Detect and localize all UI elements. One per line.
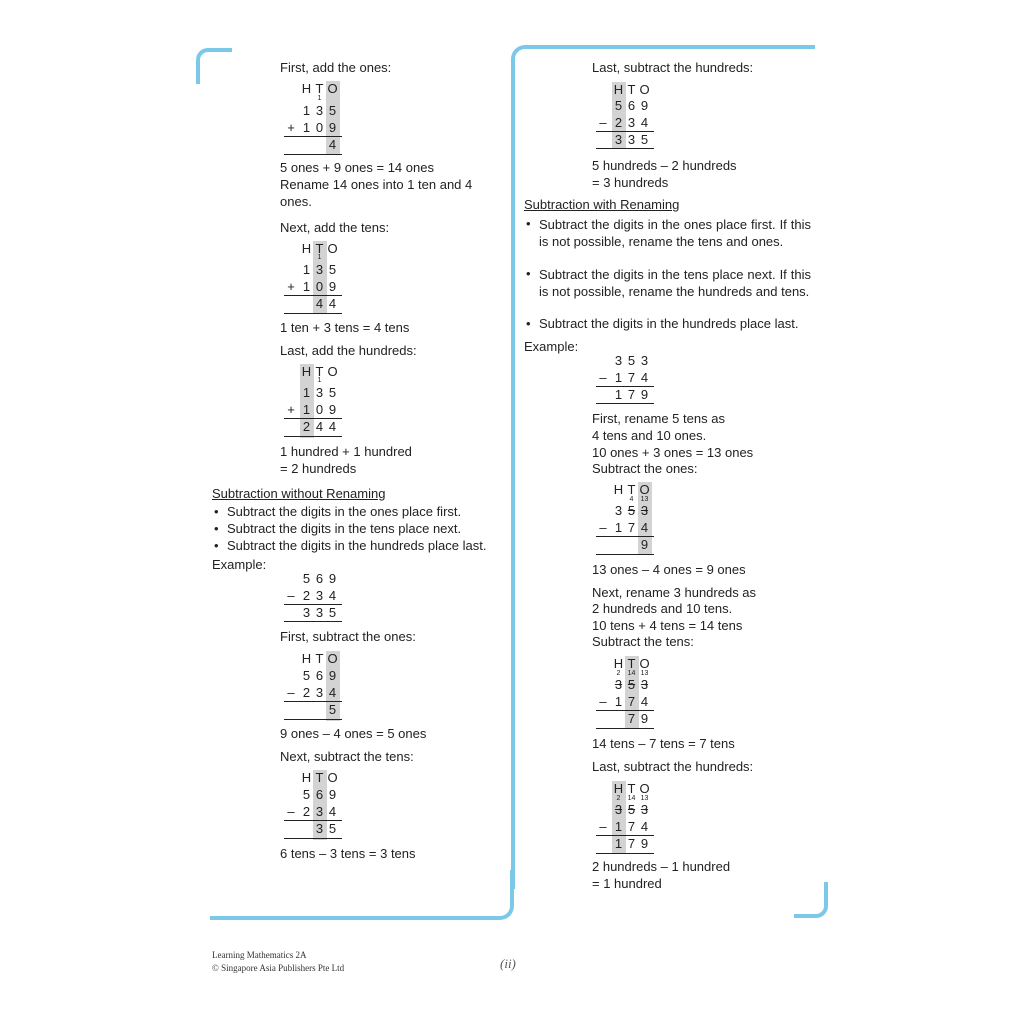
- minus-sign: –: [287, 685, 295, 700]
- plus-sign: +: [287, 279, 295, 294]
- digit: 7: [627, 520, 636, 535]
- add-hundreds-explanation: 1 hundred + 1 hundred: [280, 444, 412, 459]
- tens-header: T: [627, 656, 636, 671]
- renamed-digit: 4: [629, 496, 634, 503]
- bullet-text: Subtract the digits in the ones place first. If this is not possible, rename the tens and ones.: [539, 217, 811, 249]
- ones-header: O: [327, 241, 338, 256]
- result-digit: 4: [328, 296, 337, 311]
- sub-hundreds-explanation: = 3 hundreds: [592, 175, 669, 190]
- ones-header: O: [639, 82, 650, 97]
- hundreds-header: H: [301, 364, 312, 379]
- digit: 2: [302, 685, 311, 700]
- digit: 5: [614, 98, 623, 113]
- result-digit: 9: [640, 711, 649, 726]
- result-digit: 3: [614, 132, 623, 147]
- digit: 9: [328, 120, 337, 135]
- bullet: •: [214, 538, 219, 553]
- digit: 3: [315, 685, 324, 700]
- addition-tens-step: [282, 241, 362, 317]
- rename-tens-explanation: Subtract the ones:: [592, 461, 698, 476]
- plus-sign: +: [287, 120, 295, 135]
- minus-sign: –: [599, 115, 607, 130]
- result-digit: 7: [627, 836, 636, 851]
- digit: 5: [328, 385, 337, 400]
- digit: 5: [328, 262, 337, 277]
- add-hundreds-explanation: = 2 hundreds: [280, 461, 357, 476]
- tens-header: T: [627, 82, 636, 97]
- crossed-digit: 3: [614, 677, 623, 692]
- digit: 1: [302, 279, 311, 294]
- carry-digit: 1: [317, 377, 322, 384]
- digit: 7: [627, 694, 636, 709]
- digit: 4: [328, 685, 337, 700]
- left-panel-bottom-border: [210, 870, 514, 920]
- digit: 1: [302, 120, 311, 135]
- ones-header: O: [327, 770, 338, 785]
- rename-tens-explanation: First, rename 5 tens as: [592, 411, 725, 426]
- minus-sign: –: [599, 819, 607, 834]
- ones-header: O: [639, 656, 650, 671]
- ones-header: O: [327, 81, 338, 96]
- difference-line: [596, 728, 654, 729]
- last-explanation: 2 hundreds – 1 hundred: [592, 859, 731, 874]
- digit: 3: [315, 804, 324, 819]
- renamed-digit: 14: [627, 670, 636, 677]
- result-digit: 3: [315, 821, 324, 836]
- digit: 1: [302, 262, 311, 277]
- crossed-digit: 3: [614, 802, 623, 817]
- book-title: Learning Mathematics 2A: [212, 950, 307, 960]
- difference-line: [284, 719, 342, 720]
- renaming-tens-step: [594, 656, 674, 730]
- bullet: •: [214, 504, 219, 519]
- section-heading: Subtraction with Renaming: [524, 197, 680, 212]
- bullet-text: Subtract the digits in the hundreds place last.: [227, 538, 487, 553]
- sub-ones-heading: First, subtract the ones:: [280, 629, 416, 644]
- hundreds-header: H: [613, 82, 624, 97]
- digit: 4: [640, 819, 649, 834]
- subtraction-example: [282, 571, 362, 623]
- renamed-digit: 13: [640, 670, 649, 677]
- digit: 4: [640, 694, 649, 709]
- copyright: © Singapore Asia Publishers Pte Ltd: [212, 963, 345, 973]
- bullet: •: [526, 266, 531, 281]
- result-digit: 3: [302, 605, 311, 620]
- result-digit: 3: [315, 605, 324, 620]
- subtraction-tens-step: [282, 770, 362, 842]
- add-tens-explanation: 1 ten + 3 tens = 4 tens: [280, 320, 410, 335]
- difference-line: [284, 621, 342, 622]
- digit: 4: [640, 115, 649, 130]
- bullet: •: [526, 216, 531, 231]
- difference-line: [596, 853, 654, 854]
- ones-header: O: [327, 651, 338, 666]
- digit: 1: [614, 694, 623, 709]
- rename-tens-explanation: 10 ones + 3 ones = 13 ones: [592, 445, 754, 460]
- result-digit: 5: [328, 605, 337, 620]
- renaming-hundreds-step: [594, 781, 674, 855]
- digit: 0: [315, 120, 324, 135]
- digit: 9: [328, 787, 337, 802]
- add-hundreds-heading: Last, add the hundreds:: [280, 343, 417, 358]
- minus-sign: –: [287, 804, 295, 819]
- ones-header: O: [639, 482, 650, 497]
- bullet-text: Subtract the digits in the tens place next. If this is not possible, rename the hundreds and tens.: [539, 267, 811, 299]
- digit: 1: [614, 520, 623, 535]
- hundreds-header: H: [301, 651, 312, 666]
- digit: 4: [640, 520, 649, 535]
- bullet: •: [214, 521, 219, 536]
- digit: 1: [302, 103, 311, 118]
- difference-line: [596, 554, 654, 555]
- hundreds-header: H: [301, 241, 312, 256]
- sub-tens-explanation: 6 tens – 3 tens = 3 tens: [280, 846, 416, 861]
- digit: 5: [302, 787, 311, 802]
- result-digit: 7: [627, 711, 636, 726]
- tens-header: T: [315, 81, 324, 96]
- digit: 9: [328, 279, 337, 294]
- digit: 9: [328, 402, 337, 417]
- digit: 1: [302, 385, 311, 400]
- result-digit: 3: [627, 132, 636, 147]
- tens-header: T: [315, 770, 324, 785]
- example-label: Example:: [524, 339, 579, 354]
- top-left-bracket: [196, 48, 232, 84]
- difference-line: [284, 838, 342, 839]
- add-ones-explanation: ones.: [280, 194, 312, 209]
- sub-hundreds-explanation: 5 hundreds – 2 hundreds: [592, 158, 737, 173]
- tens-header: T: [315, 241, 324, 256]
- digit: 4: [328, 804, 337, 819]
- ones-header: O: [327, 364, 338, 379]
- digit: 9: [640, 98, 649, 113]
- renamed-digit: 14: [627, 795, 636, 802]
- result-digit: 5: [328, 702, 337, 717]
- subtraction-hundreds-step: [594, 82, 674, 152]
- minus-sign: –: [599, 694, 607, 709]
- crossed-digit: 5: [627, 677, 636, 692]
- digit: 6: [627, 98, 636, 113]
- bullet: •: [526, 316, 531, 331]
- digit: 3: [315, 385, 324, 400]
- result-digit: 4: [315, 296, 324, 311]
- subtraction-renaming-example: [594, 353, 674, 405]
- add-ones-explanation: Rename 14 ones into 1 ten and 4: [280, 177, 473, 192]
- rename-tens-explanation: 4 tens and 10 ones.: [592, 428, 707, 443]
- plus-sign: +: [287, 402, 295, 417]
- minus-sign: –: [599, 520, 607, 535]
- digit: 0: [315, 402, 324, 417]
- crossed-digit: 3: [640, 802, 649, 817]
- difference-line: [596, 148, 654, 149]
- digit: 9: [328, 571, 337, 586]
- renaming-ones-step: [594, 482, 674, 556]
- digit: 1: [614, 819, 623, 834]
- last-explanation: = 1 hundred: [592, 876, 662, 891]
- digit: 3: [315, 262, 324, 277]
- crossed-digit: 5: [627, 802, 636, 817]
- result-digit: 1: [614, 387, 623, 402]
- result-digit: 4: [328, 419, 337, 434]
- digit: 1: [302, 402, 311, 417]
- digit: 4: [328, 588, 337, 603]
- digit: 5: [302, 668, 311, 683]
- sub-tens-result: 14 tens – 7 tens = 7 tens: [592, 736, 735, 751]
- sub-ones-explanation: 9 ones – 4 ones = 5 ones: [280, 726, 427, 741]
- digit: 6: [315, 668, 324, 683]
- result-digit: 7: [627, 387, 636, 402]
- hundreds-header: H: [301, 81, 312, 96]
- result-digit: 9: [640, 387, 649, 402]
- digit: 6: [315, 787, 324, 802]
- digit: 5: [627, 353, 636, 368]
- last-heading: Last, subtract the hundreds:: [592, 759, 754, 774]
- renamed-digit: 13: [640, 496, 649, 503]
- bullet-text: Subtract the digits in the hundreds place last.: [539, 316, 799, 331]
- crossed-digit: 3: [640, 503, 649, 518]
- carry-digit: 1: [317, 95, 322, 102]
- section-heading: Subtraction without Renaming: [212, 486, 386, 501]
- subtraction-ones-step: [282, 651, 362, 723]
- digit: 3: [614, 353, 623, 368]
- digit: 9: [328, 668, 337, 683]
- crossed-digit: 3: [640, 677, 649, 692]
- tens-header: T: [627, 482, 636, 497]
- sum-line: [284, 436, 342, 437]
- result-digit: 5: [640, 132, 649, 147]
- digit: 7: [627, 819, 636, 834]
- digit: 7: [627, 370, 636, 385]
- result-digit: 9: [640, 537, 649, 552]
- minus-sign: –: [287, 588, 295, 603]
- digit: 3: [614, 503, 623, 518]
- renamed-digit: 13: [640, 795, 649, 802]
- example-label: Example:: [212, 557, 267, 572]
- digit: 1: [614, 370, 623, 385]
- add-tens-heading: Next, add the tens:: [280, 220, 390, 235]
- sum-line: [284, 154, 342, 155]
- digit: 3: [315, 588, 324, 603]
- add-ones-explanation: 5 ones + 9 ones = 14 ones: [280, 160, 434, 175]
- digit: 3: [640, 353, 649, 368]
- sub-hundreds-heading: Last, subtract the hundreds:: [592, 60, 754, 75]
- result-digit: 2: [302, 419, 311, 434]
- crossed-digit: 5: [627, 503, 636, 518]
- digit: 5: [302, 571, 311, 586]
- result-digit: 9: [640, 836, 649, 851]
- sub-ones-result: 13 ones – 4 ones = 9 ones: [592, 562, 746, 577]
- ones-header: O: [639, 781, 650, 796]
- add-ones-heading: First, add the ones:: [280, 60, 392, 75]
- result-digit: 5: [328, 821, 337, 836]
- bullet-text: Subtract the digits in the ones place first.: [227, 504, 462, 519]
- digit: 4: [640, 370, 649, 385]
- bullet-text: Subtract the digits in the tens place next.: [227, 521, 462, 536]
- rename-hundreds-explanation: Subtract the tens:: [592, 634, 694, 649]
- digit: 5: [328, 103, 337, 118]
- rename-hundreds-explanation: 2 hundreds and 10 tens.: [592, 601, 733, 616]
- hundreds-header: H: [301, 770, 312, 785]
- addition-ones-step: [282, 81, 362, 157]
- hundreds-header: H: [613, 482, 624, 497]
- result-digit: 1: [614, 836, 623, 851]
- renamed-digit: 2: [616, 670, 621, 677]
- difference-line: [596, 403, 654, 404]
- tens-header: T: [315, 364, 324, 379]
- digit: 3: [315, 103, 324, 118]
- carry-digit: 1: [317, 254, 322, 261]
- rename-hundreds-explanation: Next, rename 3 hundreds as: [592, 585, 757, 600]
- tens-header: T: [627, 781, 636, 796]
- digit: 3: [627, 115, 636, 130]
- page-number: (ii): [500, 956, 516, 971]
- sub-tens-heading: Next, subtract the tens:: [280, 749, 414, 764]
- sum-line: [284, 313, 342, 314]
- hundreds-header: H: [613, 656, 624, 671]
- digit: 2: [302, 588, 311, 603]
- tens-header: T: [315, 651, 324, 666]
- result-digit: 4: [328, 137, 337, 152]
- hundreds-header: H: [613, 781, 624, 796]
- bottom-right-bracket: [794, 882, 828, 918]
- result-digit: 4: [315, 419, 324, 434]
- minus-sign: –: [599, 370, 607, 385]
- digit: 0: [315, 279, 324, 294]
- rename-hundreds-explanation: 10 tens + 4 tens = 14 tens: [592, 618, 743, 633]
- digit: 2: [302, 804, 311, 819]
- addition-hundreds-step: [282, 364, 362, 440]
- digit: 2: [614, 115, 623, 130]
- renamed-digit: 2: [616, 795, 621, 802]
- digit: 6: [315, 571, 324, 586]
